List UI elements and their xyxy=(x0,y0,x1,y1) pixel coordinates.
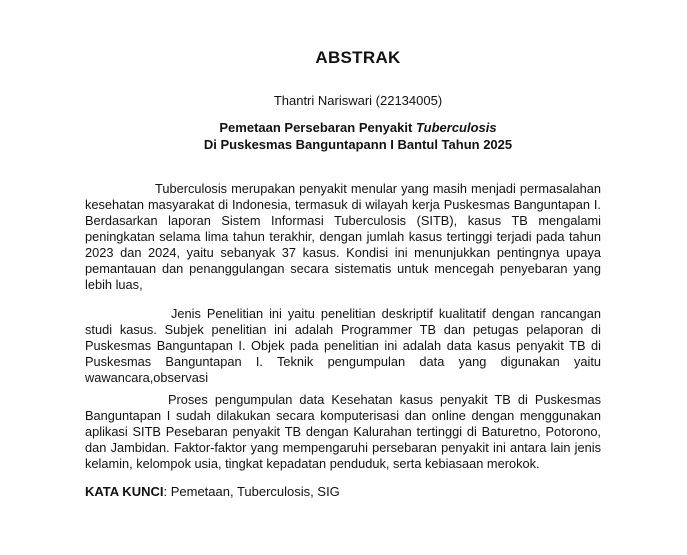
document-title-italic-term: Tuberculosis xyxy=(415,120,497,135)
document-title xyxy=(115,119,601,153)
keywords-label: KATA KUNCI xyxy=(85,484,164,499)
abstract-paragraph-3: Proses pengumpulan data Kesehatan kasus penyakit TB di Puskesmas Banguntapan I sudah dilakukan secara komputerisasi dan online dengan menggunakan aplikasi SITB Pesebaran penyakit TB dengan Kalurahan tertinggi di Baturetno, Potorono, dan Jambidan. Faktor-faktor yang mempengaruhi persebaran penyakit ini antara lain jenis kelamin, kelompok usia, tingkat kepadatan penduduk, serta kebiasaan merokok. xyxy=(85,392,601,471)
abstract-paragraph-2: Jenis Penelitian ini yaitu penelitian deskriptif kualitatif dengan rancangan studi kasus. Subjek penelitian ini adalah Programmer TB dan petugas pelaporan di Puskesmas Banguntapan I. Objek pada penelitian ini adalah data kasus penyakit TB di Puskesmas Banguntapan I. Teknik pengumpulan data yang digunakan yaitu wawancara,observasi xyxy=(85,306,601,385)
author-line: Thantri Nariswari (22134005) xyxy=(273,93,443,108)
document-title-line2: Di Puskesmas Banguntapann I Bantul Tahun 2025 xyxy=(203,137,513,152)
abstract-paragraph-1: Tuberculosis merupakan penyakit menular yang masih menjadi permasalahan kesehatan masyarakat di Indonesia, termasuk di wilayah kerja Puskesmas Banguntapan I. Berdasarkan laporan Sistem Informasi Tuberculosis (SITB), kasus TB mengalami peningkatan selama lima tahun terakhir, dengan jumlah kasus tertinggi terjadi pada tahun 2023 dan 2024, yaitu sebanyak 37 kasus. Kondisi ini menunjukkan pentingnya upaya pemantauan dan penanggulangan secara sistematis untuk mencegah penyebaran yang lebih luas, xyxy=(85,181,601,292)
keywords-value: : Pemetaan, Tuberculosis, SIG xyxy=(163,484,340,499)
document-title-line1-prefix: Pemetaan Persebaran Penyakit xyxy=(219,120,416,135)
page-title: ABSTRAK xyxy=(315,48,401,67)
keywords-line xyxy=(85,484,601,500)
